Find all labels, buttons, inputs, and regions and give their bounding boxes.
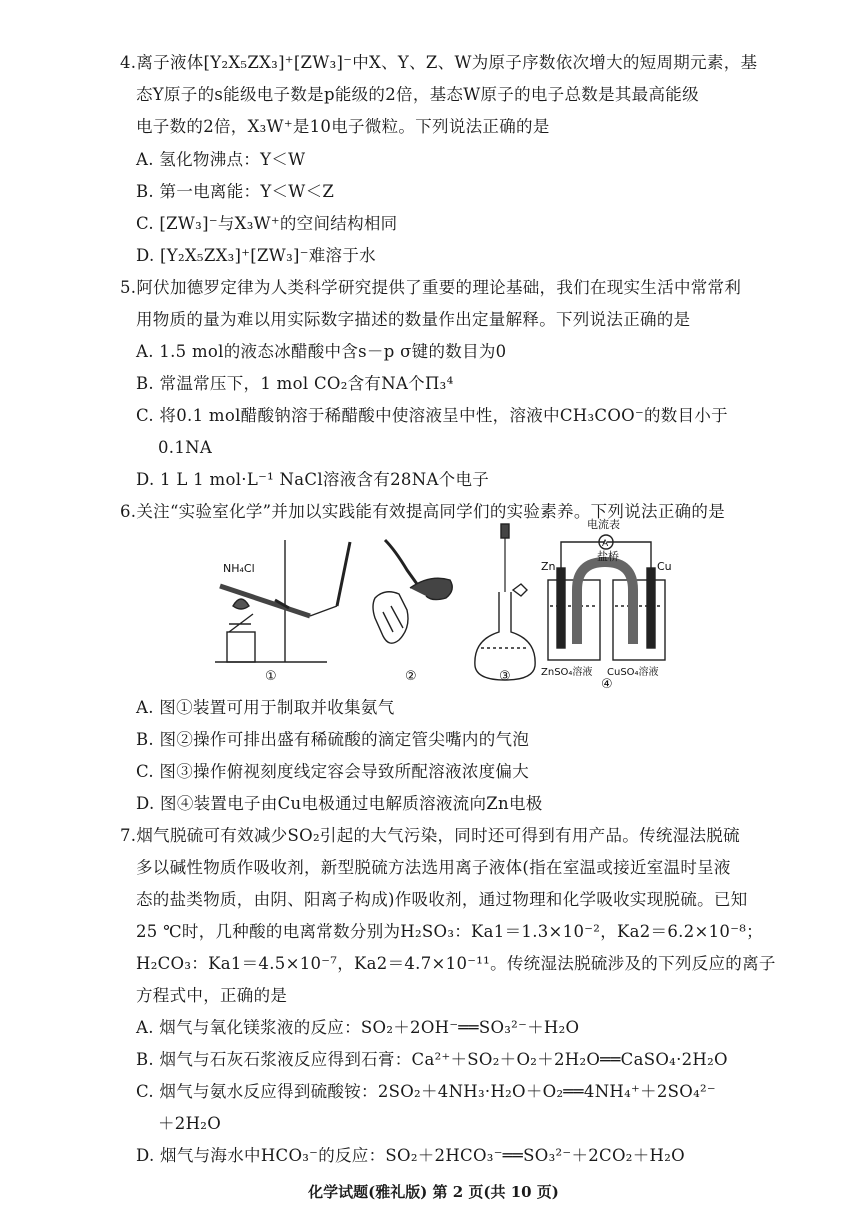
fig2-fingers — [383, 606, 403, 632]
q7-option-b: B. 烟气与石灰石浆液反应得到石膏：Ca²⁺＋SO₂＋O₂＋2H₂O══CaSO₄·2H₂O — [136, 1050, 728, 1069]
q7-option-a: A. 烟气与氧化镁浆液的反应：SO₂＋2OH⁻══SO₃²⁻＋H₂O — [136, 1018, 580, 1037]
fig2-tube — [385, 540, 417, 584]
fig-caption-4: ④ — [601, 677, 613, 692]
fig-caption-1: ① — [265, 669, 277, 684]
fig4-beaker-right — [613, 580, 665, 660]
page-footer: 化学试题(雅礼版) 第 2 页(共 10 页) — [308, 1183, 559, 1201]
q4-option-a: A. 氢化物沸点：Y＜W — [136, 150, 306, 169]
q6-option-c: C. 图③操作俯视刻度线定容会导致所配溶液浓度偏大 — [136, 762, 530, 781]
q4-stem-line-1: 4.离子液体[Y₂X₅ZX₃]⁺[ZW₃]⁻中X、Y、Z、W为原子序数依次增大的短周期元素，基 — [120, 53, 758, 72]
fig4-label-cuso4: CuSO₄溶液 — [607, 667, 659, 678]
q6-option-d: D. 图④装置电子由Cu电极通过电解质溶液流向Zn电极 — [136, 794, 543, 813]
q7-stem-line-3: 态的盐类物质，由阴、阳离子构成)作吸收剂，通过物理和化学吸收实现脱硫。已知 — [136, 890, 748, 909]
fig-caption-2: ② — [405, 669, 417, 684]
fig4-salt-bridge — [577, 562, 633, 644]
q5-option-b: B. 常温常压下，1 mol CO₂含有NA个Π₃⁴ — [136, 374, 454, 393]
fig4-label-znso4: ZnSO₄溶液 — [541, 667, 593, 678]
fig4-label-ammeter: 电流表 — [587, 518, 620, 531]
q7-option-c-cont: ＋2H₂O — [158, 1114, 222, 1133]
q5-stem-line-2: 用物质的量为难以用实际数字描述的数量作出定量解释。下列说法正确的是 — [136, 310, 691, 329]
q7-stem-line-4: 25 ℃时，几种酸的电离常数分别为H₂SO₃：Ka1＝1.3×10⁻²，Ka2＝6.2×10⁻⁸； — [136, 922, 763, 941]
q6-option-a: A. 图①装置可用于制取并收集氨气 — [136, 698, 395, 717]
q6-figure — [215, 518, 675, 692]
fig1-collection-tube — [337, 542, 350, 606]
fig1-burner-block — [227, 632, 255, 662]
q6-apparatus-diagram — [215, 518, 675, 692]
fig2-hand — [373, 592, 408, 643]
fig3-dropper-bulb — [501, 524, 509, 538]
q7-option-c: C. 烟气与氨水反应得到硫酸铵：2SO₂＋4NH₃·H₂O＋O₂══4NH₄⁺＋2SO₄²⁻ — [136, 1082, 716, 1101]
q5-option-d: D. 1 L 1 mol·L⁻¹ NaCl溶液含有28NA个电子 — [136, 470, 490, 489]
fig1-test-tube — [220, 586, 310, 616]
fig3-flask — [475, 592, 535, 680]
fig4-cu-electrode — [647, 568, 655, 648]
q7-stem-line-1: 7.烟气脱硫可有效减少SO₂引起的大气污染，同时还可得到有用产品。传统湿法脱硫 — [120, 826, 740, 845]
q4-option-b: B. 第一电离能：Y＜W＜Z — [136, 182, 335, 201]
q4-stem-line-3: 电子数的2倍，X₃W⁺是10电子微粒。下列说法正确的是 — [136, 117, 550, 136]
q7-option-d: D. 烟气与海水中HCO₃⁻的反应：SO₂＋2HCO₃⁻══SO₃²⁻＋2CO₂＋H₂O — [136, 1146, 685, 1165]
q4-option-c: C. [ZW₃]⁻与X₃W⁺的空间结构相同 — [136, 214, 398, 233]
fig4-label-cu: Cu — [657, 560, 672, 573]
fig4-label-zn: Zn — [541, 560, 556, 573]
q6-stem-line-1: 6.关注“实验室化学”并加以实践能有效提高同学们的实验素养。下列说法正确的是 — [120, 502, 726, 521]
q6-option-b: B. 图②操作可排出盛有稀硫酸的滴定管尖嘴内的气泡 — [136, 730, 530, 749]
q5-option-c: C. 将0.1 mol醋酸钠溶于稀醋酸中使溶液呈中性，溶液中CH₃COO⁻的数目小于 — [136, 406, 728, 425]
q5-stem-line-1: 5.阿伏加德罗定律为人类科学研究提供了重要的理论基础，我们在现实生活中常常利 — [120, 278, 742, 297]
q7-stem-line-5: H₂CO₃：Ka1＝4.5×10⁻⁷，Ka2＝4.7×10⁻¹¹。传统湿法脱硫涉及的下列反应的离子 — [136, 954, 776, 973]
fig-caption-3: ③ — [499, 669, 511, 684]
fig4-label-salt-bridge: 盐桥 — [597, 550, 619, 563]
q7-stem-line-2: 多以碱性物质作吸收剂，新型脱硫方法选用离子液体(指在室温或接近室温时呈液 — [136, 858, 731, 877]
fig1-flame — [233, 599, 249, 609]
fig1-delivery-tube — [310, 606, 337, 616]
fig1-burner-lines — [229, 614, 253, 632]
q5-option-c-cont: 0.1NA — [158, 438, 213, 457]
fig4-zn-electrode — [557, 568, 565, 648]
q4-stem-line-2: 态Y原子的s能级电子数是p能级的2倍，基态W原子的电子总数是其最高能级 — [136, 85, 699, 104]
fig3-stopper — [513, 584, 527, 596]
q4-option-d: D. [Y₂X₅ZX₃]⁺[ZW₃]⁻难溶于水 — [136, 246, 376, 265]
fig4-label-a: A — [602, 539, 609, 549]
fig1-label-nh4cl: NH₄Cl — [223, 562, 255, 575]
q5-option-a: A. 1.5 mol的液态冰醋酸中含s－p σ键的数目为0 — [136, 342, 507, 361]
q7-stem-line-6: 方程式中，正确的是 — [136, 986, 288, 1005]
